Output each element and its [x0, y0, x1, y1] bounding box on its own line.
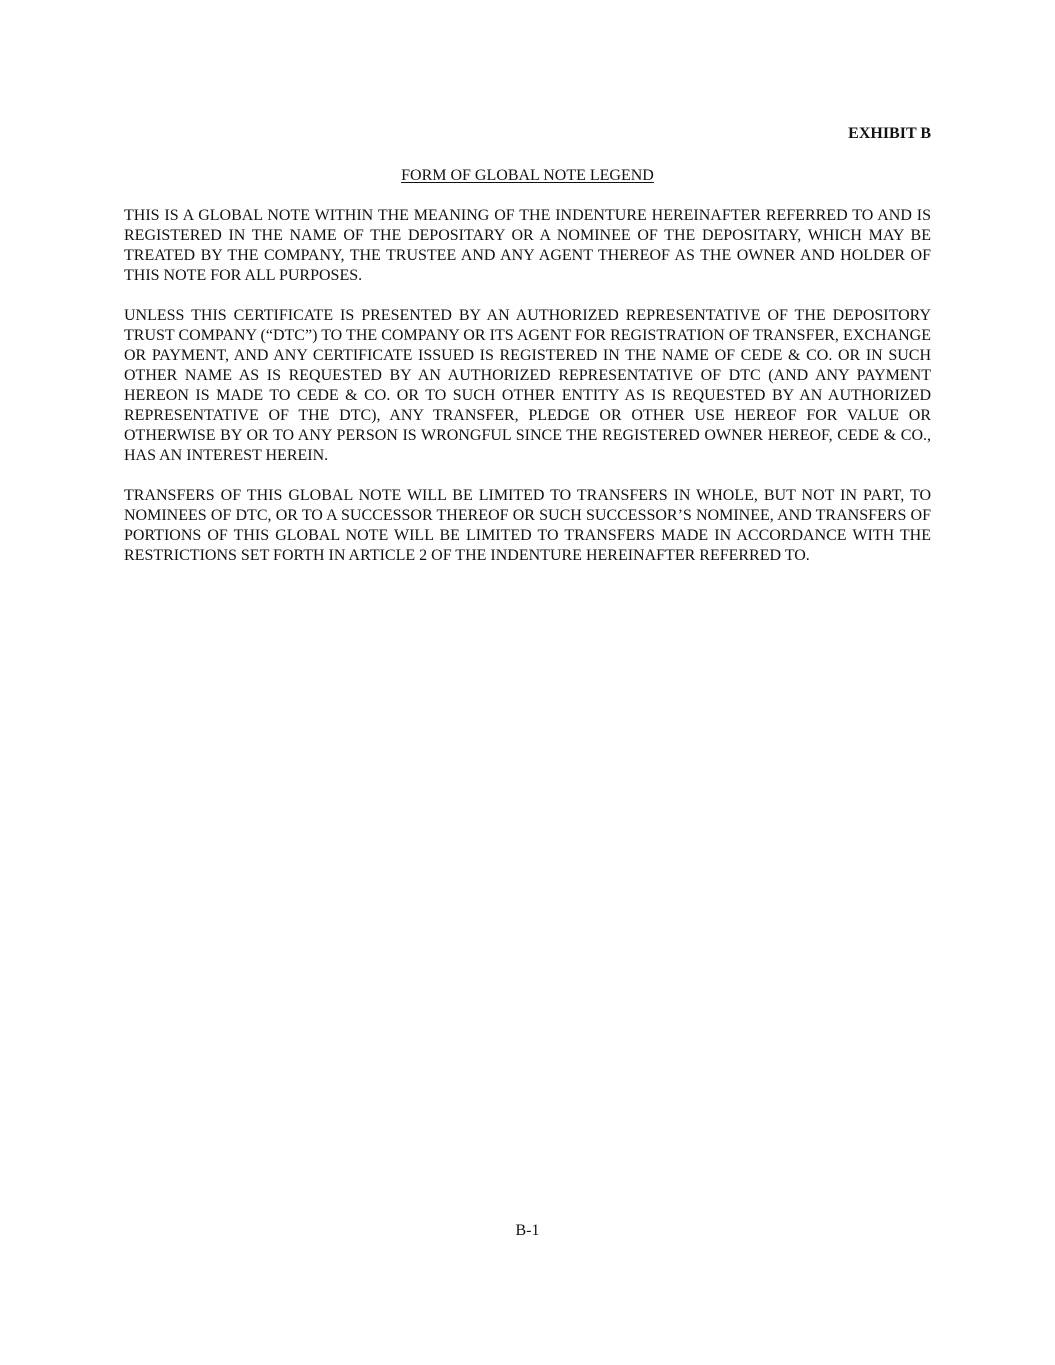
paragraph-transfer-restrictions: TRANSFERS OF THIS GLOBAL NOTE WILL BE LIMITED TO TRANSFERS IN WHOLE, BUT NOT IN PART, TO NOMINEES OF DTC, OR TO A SUCCESSOR THEREOF OR SUCH SUCCESSOR’S NOMINEE, AND TRANSFERS OF PORTIONS OF THIS GLOBAL NOTE WILL BE LIMITED TO TRANSFERS MADE IN ACCORDANCE WITH THE RESTRICTIONS SET FORTH IN ARTICLE 2 OF THE INDENTURE HEREINAFTER REFERRED TO. — [124, 487, 931, 564]
paragraph-global-note: THIS IS A GLOBAL NOTE WITHIN THE MEANING OF THE INDENTURE HEREINAFTER REFERRED TO AND IS REGISTERED IN THE NAME OF THE DEPOSITARY OR A NOMINEE OF THE DEPOSITARY, WHICH MAY BE TREATED BY THE COMPANY, THE TRUSTEE AND ANY AGENT THEREOF AS THE OWNER AND HOLDER OF THIS NOTE FOR ALL PURPOSES. — [124, 207, 931, 284]
paragraph-dtc-certificate: UNLESS THIS CERTIFICATE IS PRESENTED BY AN AUTHORIZED REPRESENTATIVE OF THE DEPOSITORY TRUST COMPANY (“DTC”) TO THE COMPANY OR ITS AGENT FOR REGISTRATION OF TRANSFER, EXCHANGE OR PAYMENT, AND ANY CERTIFICATE ISSUED IS REGISTERED IN THE NAME OF CEDE & CO. OR IN SUCH OTHER NAME AS IS REQUESTED BY AN AUTHORIZED REPRESENTATIVE OF DTC (AND ANY PAYMENT HEREON IS MADE TO CEDE & CO. OR TO SUCH OTHER ENTITY AS IS REQUESTED BY AN AUTHORIZED REPRESENTATIVE OF THE DTC), ANY TRANSFER, PLEDGE OR OTHER USE HEREOF FOR VALUE OR OTHERWISE BY OR TO ANY PERSON IS WRONGFUL SINCE THE REGISTERED OWNER HEREOF, CEDE & CO., HAS AN INTEREST HEREIN. — [124, 307, 931, 464]
legend-title-text: FORM OF GLOBAL NOTE LEGEND — [401, 167, 654, 184]
exhibit-label: EXHIBIT B — [848, 125, 931, 142]
legend-title — [0, 166, 1055, 186]
page-number: B-1 — [515, 1222, 540, 1239]
